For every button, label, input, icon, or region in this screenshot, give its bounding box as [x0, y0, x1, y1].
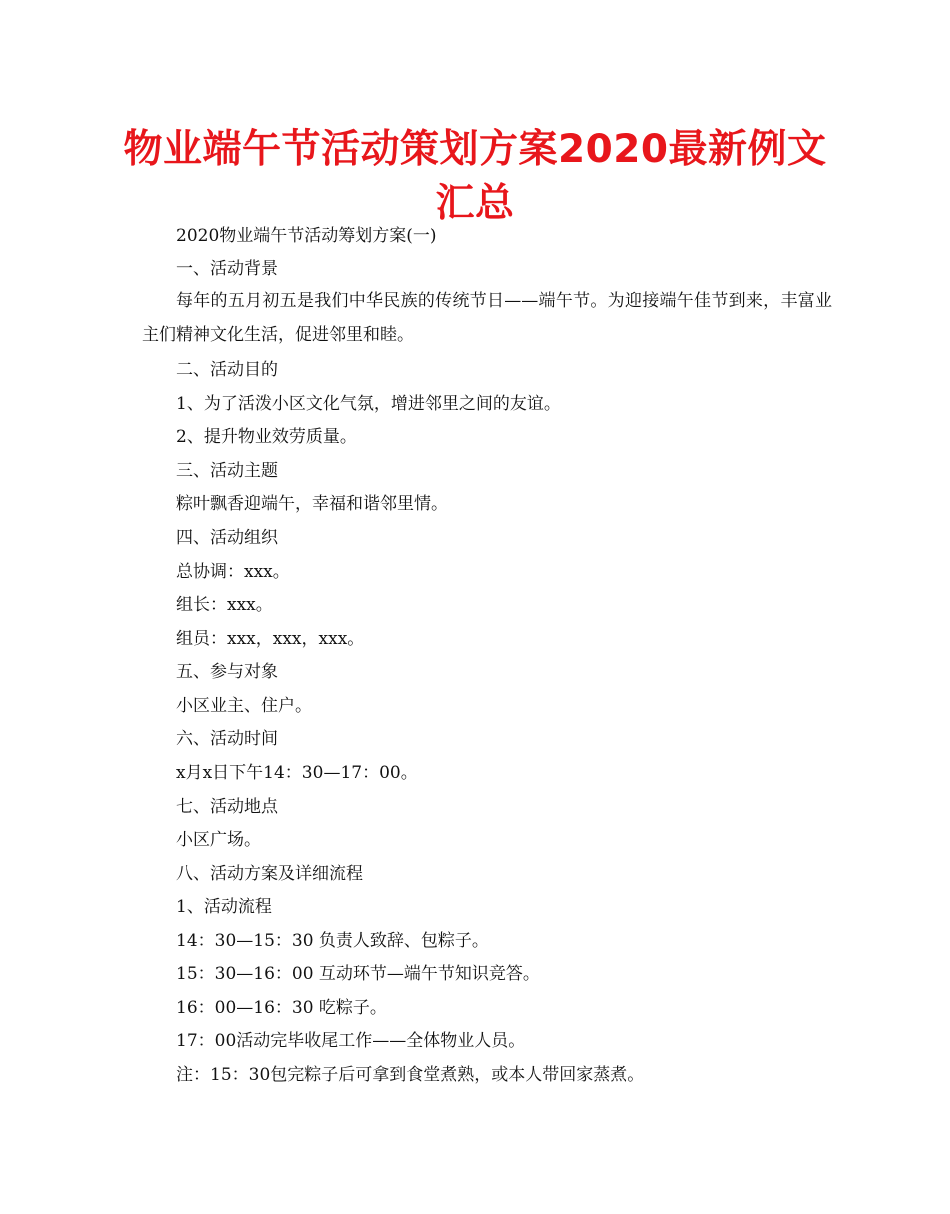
participants-text: 小区业主、住户。 — [176, 696, 312, 716]
section-heading-purpose: 二、活动目的 — [176, 360, 278, 380]
section-heading-time: 六、活动时间 — [176, 729, 278, 749]
section-heading-theme: 三、活动主题 — [176, 461, 278, 481]
time-text: x月x日下午14：30—17：00。 — [176, 763, 418, 783]
purpose-item-2: 2、提升物业效劳质量。 — [176, 427, 357, 447]
location-text: 小区广场。 — [176, 830, 261, 850]
schedule-item-1: 14：30—15：30 负责人致辞、包粽子。 — [176, 931, 489, 951]
purpose-item-1: 1、为了活泼小区文化气氛，增进邻里之间的友谊。 — [176, 394, 561, 414]
section-heading-organization: 四、活动组织 — [176, 528, 278, 548]
schedule-item-2: 15：30—16：00 互动环节—端午节知识竞答。 — [176, 964, 540, 984]
organization-leader: 组长：xxx。 — [176, 595, 273, 615]
document-subtitle: 2020物业端午节活动筹划方案(一) — [176, 226, 437, 246]
plan-subheading-process: 1、活动流程 — [176, 897, 272, 917]
organization-coordinator: 总协调：xxx。 — [176, 562, 290, 582]
section-heading-location: 七、活动地点 — [176, 797, 278, 817]
section-heading-plan: 八、活动方案及详细流程 — [176, 864, 363, 884]
theme-text: 粽叶飘香迎端午，幸福和谐邻里情。 — [176, 494, 448, 514]
document-title: 物业端午节活动策划方案2020最新例文汇总 — [123, 127, 827, 226]
schedule-item-4: 17：00活动完毕收尾工作——全体物业人员。 — [176, 1031, 526, 1051]
schedule-item-3: 16：00—16：30 吃粽子。 — [176, 998, 387, 1018]
background-paragraph: 每年的五月初五是我们中华民族的传统节日——端午节。为迎接端午佳节到来，丰富业主们精神文化生活，促进邻里和睦。 — [142, 291, 832, 345]
section-heading-participants: 五、参与对象 — [176, 662, 278, 682]
schedule-note: 注：15：30包完粽子后可拿到食堂煮熟，或本人带回家蒸煮。 — [176, 1065, 645, 1085]
section-heading-background: 一、活动背景 — [176, 259, 278, 279]
organization-members: 组员：xxx，xxx，xxx。 — [176, 629, 365, 649]
